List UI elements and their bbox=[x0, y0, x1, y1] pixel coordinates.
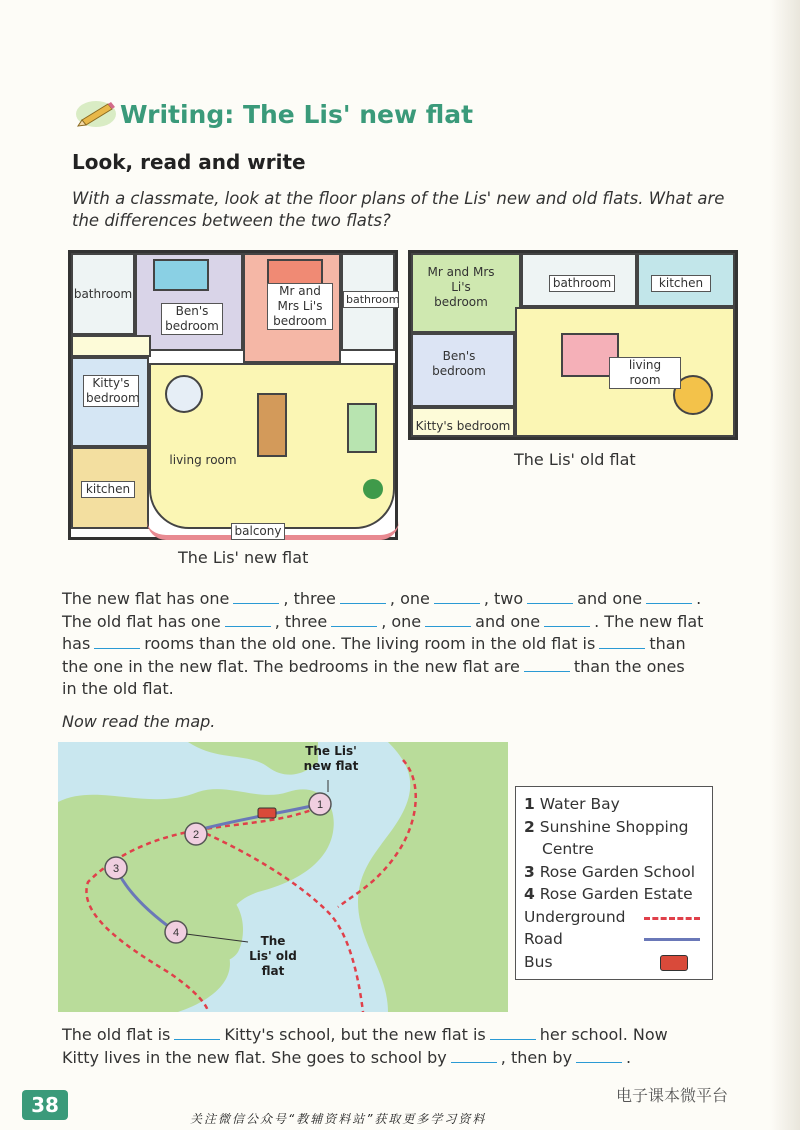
label-bathroom: bathroom bbox=[549, 275, 615, 292]
map-point-2[interactable] bbox=[185, 823, 207, 845]
svg-text:4: 4 bbox=[172, 927, 180, 939]
pencil-icon bbox=[74, 96, 120, 130]
label-bathroom: bathroom bbox=[73, 287, 133, 301]
road-swatch bbox=[644, 938, 700, 941]
answer-blank[interactable] bbox=[524, 657, 570, 672]
dining-table-icon bbox=[257, 393, 287, 457]
cloze-line: in the old flat. bbox=[62, 679, 174, 698]
page-title: Writing: The Lis' new flat bbox=[120, 100, 474, 129]
section-heading: Look, read and write bbox=[72, 150, 306, 174]
legend-underground: Underground bbox=[524, 906, 704, 929]
round-table-icon bbox=[165, 375, 203, 413]
plant-icon bbox=[363, 479, 383, 499]
legend-road: Road bbox=[524, 928, 704, 951]
label-bathroom: bathroom bbox=[343, 291, 399, 308]
answer-blank[interactable] bbox=[331, 612, 377, 627]
answer-blank[interactable] bbox=[599, 634, 645, 649]
old-flat-floor-plan bbox=[408, 250, 738, 440]
page-edge-shadow bbox=[770, 0, 800, 1130]
old-flat-caption: The Lis' old flat bbox=[514, 450, 636, 469]
label-bens-bedroom: Ben's bedroom bbox=[161, 303, 223, 335]
underground-swatch bbox=[644, 917, 700, 920]
answer-blank[interactable] bbox=[174, 1025, 220, 1040]
map-point-3[interactable] bbox=[105, 857, 127, 879]
answer-blank[interactable] bbox=[451, 1048, 497, 1063]
new-flat-floor-plan bbox=[68, 250, 398, 540]
new-hall bbox=[71, 335, 151, 357]
map-point-4[interactable] bbox=[165, 921, 187, 943]
map-point-1[interactable] bbox=[309, 793, 331, 815]
route-map bbox=[58, 742, 508, 1012]
label-kitchen: kitchen bbox=[651, 275, 711, 292]
cloze-paragraph-1 bbox=[62, 588, 722, 701]
label-parents-bedroom: Mr and Mrs Li's bedroom bbox=[267, 283, 333, 330]
legend-item: 3 Rose Garden School bbox=[524, 862, 696, 881]
cloze-line: The new flat has one , three , one , two and one . bbox=[62, 589, 702, 608]
old-flat-map-label: The Lis' old flat bbox=[249, 934, 297, 978]
legend-item: 4 Rose Garden Estate bbox=[524, 885, 693, 903]
land-north bbox=[188, 742, 318, 775]
cloze-line: Kitty lives in the new flat. She goes to school by , then by . bbox=[62, 1047, 632, 1067]
svg-text:1: 1 bbox=[316, 799, 324, 811]
answer-blank[interactable] bbox=[340, 589, 386, 604]
label-living-room: living room bbox=[169, 453, 237, 467]
map-legend bbox=[515, 786, 713, 980]
answer-blank[interactable] bbox=[425, 612, 471, 627]
watermark: 电子课本微平台 bbox=[616, 1086, 729, 1105]
label-balcony: balcony bbox=[231, 523, 285, 540]
answer-blank[interactable] bbox=[646, 589, 692, 604]
legend-item: 2 Sunshine Shopping Centre bbox=[524, 817, 689, 858]
label-living-room: living room bbox=[609, 357, 681, 389]
sofa-icon bbox=[347, 403, 377, 453]
svg-text:2: 2 bbox=[192, 829, 200, 841]
answer-blank[interactable] bbox=[527, 589, 573, 604]
instruction-text: With a classmate, look at the floor plans of the Lis' new and old flats. What are the differences between the two flats? bbox=[72, 189, 725, 230]
label-parents-bedroom: Mr and Mrs Li's bedroom bbox=[427, 265, 495, 309]
land-east bbox=[358, 742, 508, 1012]
legend-item: 1 Water Bay bbox=[524, 795, 620, 813]
answer-blank[interactable] bbox=[233, 589, 279, 604]
page-number: 38 bbox=[22, 1090, 68, 1120]
cloze-line: The old flat has one , three , one and one . The new flat bbox=[62, 611, 704, 631]
bus-icon bbox=[258, 808, 276, 818]
answer-blank[interactable] bbox=[576, 1048, 622, 1063]
label-kitchen: kitchen bbox=[81, 481, 135, 498]
cloze-line: has rooms than the old one. The living room in the old flat is than bbox=[62, 634, 686, 653]
label-kittys-bedroom: Kitty's bedroom bbox=[83, 375, 139, 407]
bus-icon bbox=[660, 955, 688, 971]
answer-blank[interactable] bbox=[225, 612, 271, 627]
cloze-line: the one in the new flat. The bedrooms in the new flat are than the ones bbox=[62, 656, 685, 676]
label-kittys-bedroom: Kitty's bedroom bbox=[415, 419, 511, 433]
new-flat-caption: The Lis' new flat bbox=[178, 548, 309, 567]
new-flat-map-label: The Lis' new flat bbox=[303, 744, 359, 773]
label-bens-bedroom: Ben's bedroom bbox=[432, 349, 486, 378]
answer-blank[interactable] bbox=[94, 634, 140, 649]
answer-blank[interactable] bbox=[490, 1025, 536, 1040]
footer-note: 关注微信公众号“教辅资料站”获取更多学习资料 bbox=[190, 1112, 487, 1126]
bed-icon bbox=[153, 259, 209, 291]
map-intro: Now read the map. bbox=[62, 712, 216, 731]
cloze-line: The old flat is Kitty's school, but the new flat is her school. Now bbox=[62, 1025, 668, 1044]
answer-blank[interactable] bbox=[434, 589, 480, 604]
cloze-paragraph-2 bbox=[62, 1024, 742, 1069]
answer-blank[interactable] bbox=[544, 612, 590, 627]
svg-text:3: 3 bbox=[112, 863, 120, 875]
legend-bus: Bus bbox=[524, 951, 704, 974]
